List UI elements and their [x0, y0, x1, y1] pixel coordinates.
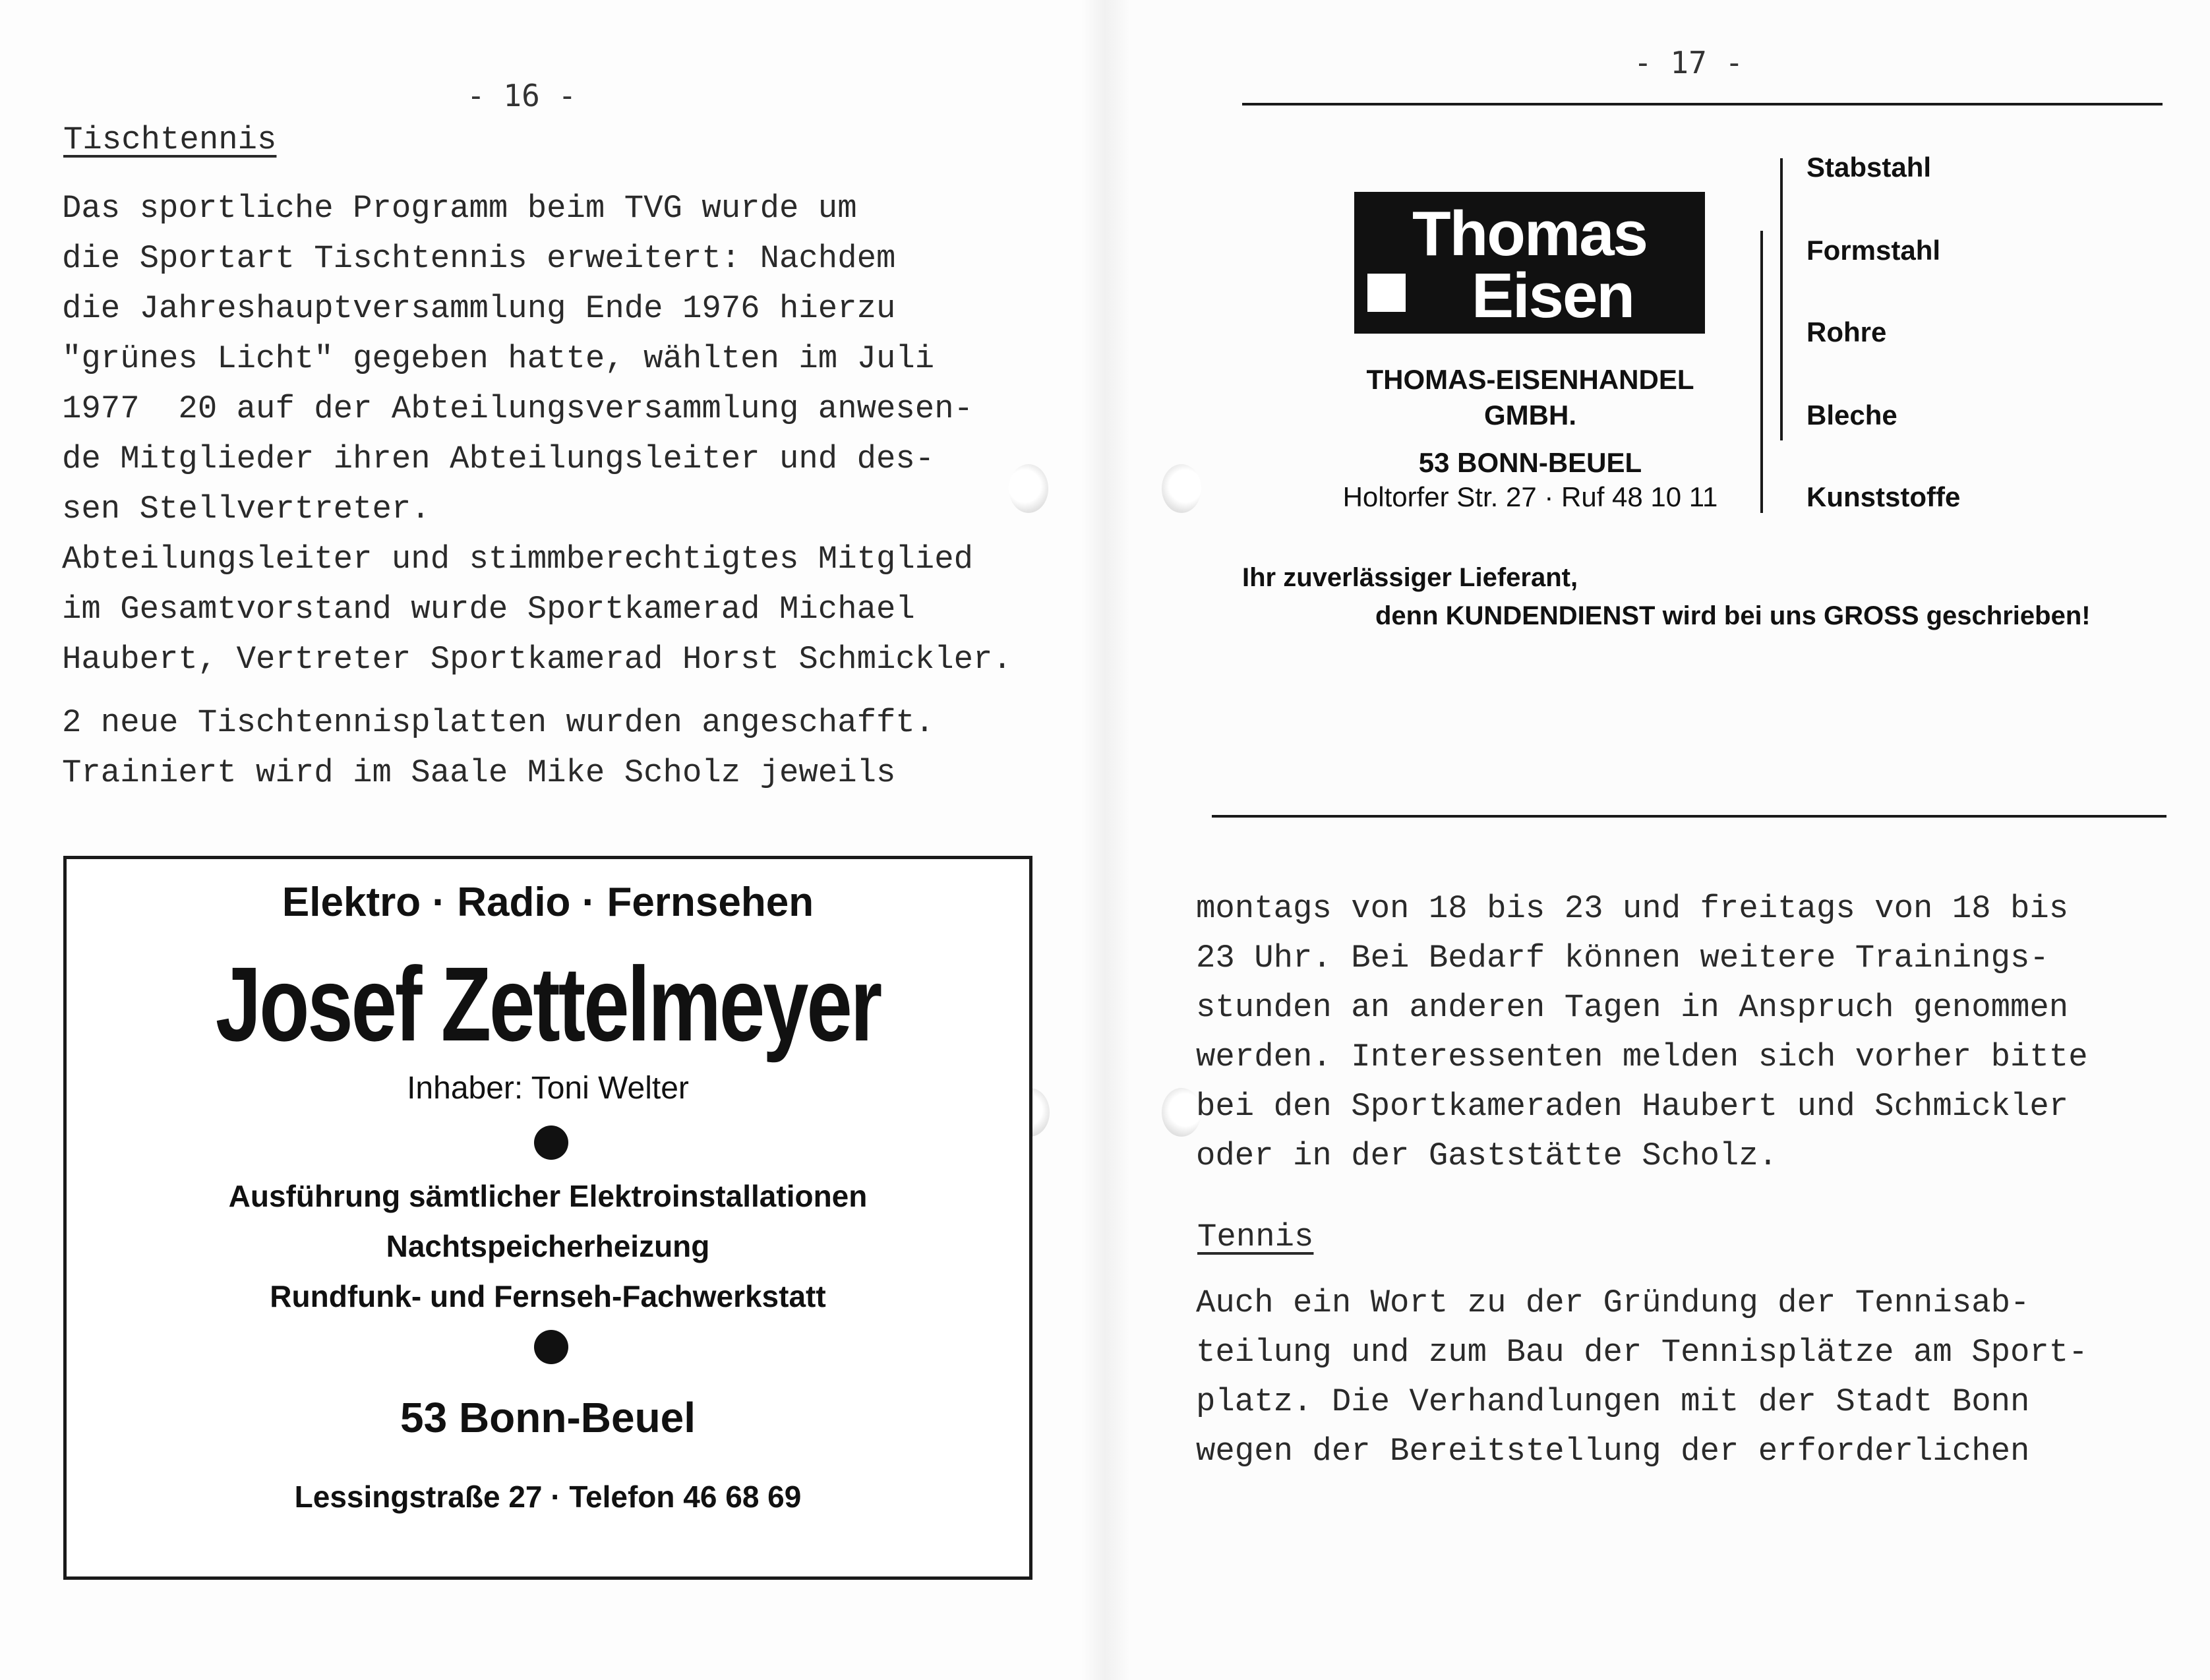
text-line: Trainiert wird im Saale Mike Scholz jeweils [62, 754, 896, 791]
product-item: Formstahl [1807, 235, 1941, 266]
zettelmeyer-advertisement [63, 856, 1032, 1580]
thomas-eisen-logo [1354, 192, 1705, 334]
text-line: montags von 18 bis 23 und freitags von 18 bis [1196, 890, 2069, 927]
ad-slogan: Ihr zuverlässiger Lieferant, [1242, 563, 1578, 592]
ad-address: Lessingstraße 27 · Telefon 46 68 69 [294, 1480, 802, 1514]
product-item: Rohre [1807, 316, 1887, 347]
text-line: 23 Uhr. Bei Bedarf können weitere Trainings- [1196, 940, 2049, 976]
text-line: platz. Die Verhandlungen mit der Stadt Bonn [1196, 1383, 2030, 1420]
text-line: werden. Interessenten melden sich vorher bitte [1196, 1038, 2088, 1075]
page-number-left: - 16 - [467, 78, 577, 113]
ad-service: Rundfunk- und Fernseh-Fachwerkstatt [270, 1279, 826, 1313]
text-line: "grünes Licht" gegeben hatte, wählten im Juli [62, 340, 935, 377]
ad-owner: Inhaber: Toni Welter [407, 1071, 689, 1106]
product-item: Kunststoffe [1807, 481, 1961, 512]
text-line: bei den Sportkameraden Haubert und Schmickler [1196, 1088, 2069, 1125]
page-gutter [1081, 0, 1129, 1680]
text-line: de Mitglieder ihren Abteilungsleiter und des- [62, 440, 935, 477]
text-line: wegen der Bereitstellung der erforderlichen [1196, 1433, 2030, 1470]
ad-categories: Elektro · Radio · Fernsehen [282, 880, 814, 925]
text-line: stunden an anderen Tagen in Anspruch genommen [1196, 989, 2069, 1026]
top-rule [1242, 103, 2163, 105]
product-item: Bleche [1807, 400, 1897, 431]
ad-city: 53 BONN-BEUEL [1418, 447, 1642, 478]
text-line: oder in der Gaststätte Scholz. [1196, 1137, 1778, 1174]
divider-line [1760, 231, 1763, 513]
text-line: im Gesamtvorstand wurde Sportkamerad Michael [62, 591, 915, 628]
ad-street: Holtorfer Str. 27 · Ruf 48 10 11 [1342, 481, 1718, 512]
heading-tischtennis: Tischtennis [63, 121, 277, 158]
bottom-rule [1212, 815, 2166, 818]
text-line: Auch ein Wort zu der Gründung der Tennisab- [1196, 1284, 2030, 1321]
logo-text: Thomas [1412, 198, 1648, 269]
bullet-dot [534, 1330, 568, 1364]
ad-slogan: denn KUNDENDIENST wird bei uns GROSS geschrieben! [1375, 601, 2091, 630]
text-line: Abteilungsleiter und stimmberechtigtes Mitglied [62, 541, 974, 578]
heading-tennis: Tennis [1197, 1218, 1314, 1255]
ad-city: 53 Bonn-Beuel [400, 1394, 696, 1441]
bullet-dot [534, 1125, 568, 1160]
ad-service: Nachtspeicherheizung [386, 1229, 710, 1263]
text-line: Das sportliche Programm beim TVG wurde um [62, 190, 857, 227]
text-line: teilung und zum Bau der Tennisplätze am Sport- [1196, 1334, 2088, 1371]
text-line: die Jahreshauptversammlung Ende 1976 hierzu [62, 290, 896, 327]
text-line: 1977 20 auf der Abteilungsversammlung anwesen- [62, 390, 974, 427]
product-item: Stabstahl [1807, 152, 1932, 183]
page-number-right: - 17 - [1634, 45, 1744, 80]
logo-text: Eisen [1471, 260, 1634, 331]
text-line: Haubert, Vertreter Sportkamerad Horst Schmickler. [62, 641, 1012, 678]
punch-hole [1162, 464, 1201, 513]
punch-hole [1009, 464, 1048, 513]
punch-hole [1162, 1088, 1201, 1137]
text-line: sen Stellvertreter. [62, 491, 431, 527]
ad-service: Ausführung sämtlicher Elektroinstallationen [228, 1179, 868, 1213]
ad-company-name: Josef Zettelmeyer [215, 945, 881, 1063]
divider-line [1780, 158, 1783, 440]
text-line: 2 neue Tischtennisplatten wurden angeschafft. [62, 704, 935, 741]
text-line: die Sportart Tischtennis erweitert: Nachdem [62, 240, 896, 277]
ad-company-name: THOMAS-EISENHANDEL [1366, 364, 1694, 395]
ad-company-suffix: GMBH. [1484, 400, 1576, 431]
